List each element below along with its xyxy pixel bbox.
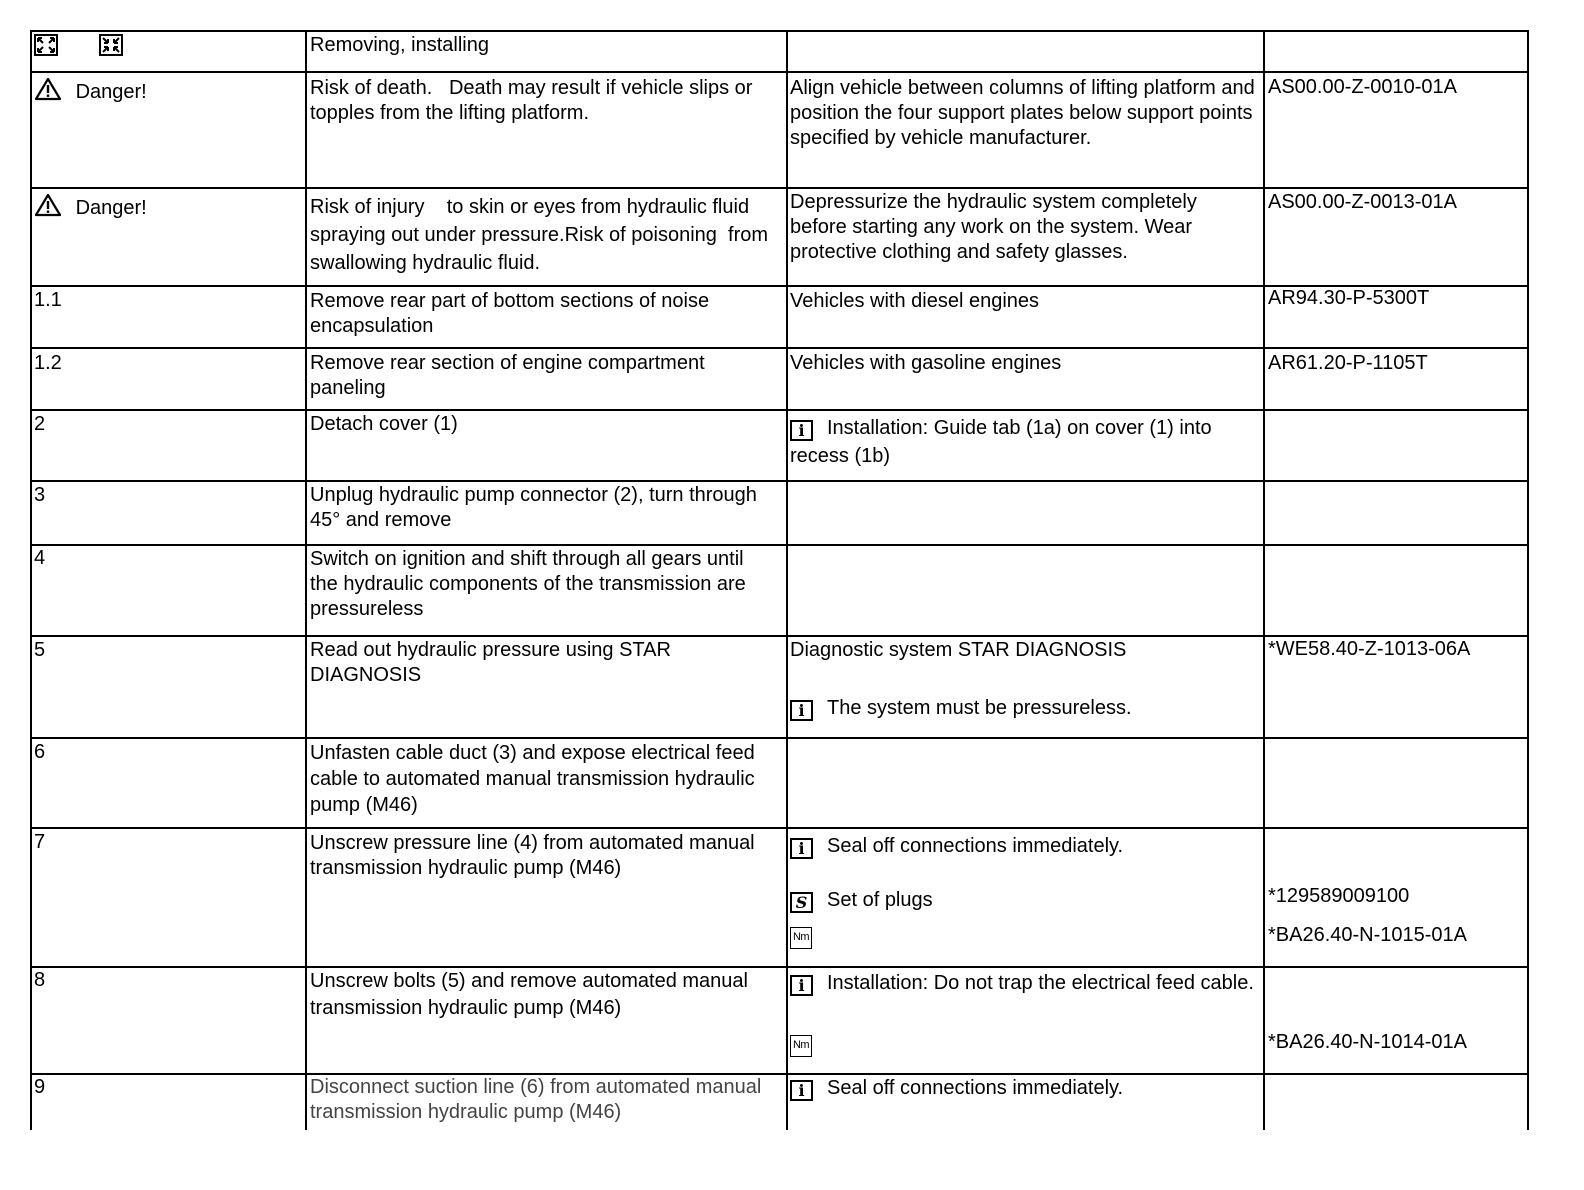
danger-text: Danger! — [75, 81, 147, 103]
torque-nm-icon: Nm — [790, 927, 812, 949]
risk-detail: from swallowing hydraulic fluid. — [310, 224, 769, 274]
special-tool-note — [790, 888, 1255, 913]
step-number: 2 — [34, 413, 46, 435]
header-icons — [34, 34, 289, 63]
danger-text: Danger! — [75, 197, 147, 219]
reference-link[interactable]: AS00.00-Z-0010-01A — [1268, 76, 1458, 98]
warning-triangle-icon — [34, 77, 62, 108]
torque-reference-link[interactable]: *BA26.40-N-1015-01A — [1268, 924, 1468, 946]
step-text: Unscrew pressure line (4) from automated manual transmission hydraulic pump (M46) — [310, 832, 755, 879]
special-tool-icon: S — [790, 892, 813, 913]
step-number: 8 — [34, 969, 46, 991]
row-line — [30, 737, 1528, 739]
info-icon: i — [790, 838, 813, 859]
column-divider-3 — [1263, 30, 1265, 1130]
expand-view-icon[interactable] — [34, 34, 58, 63]
step-number: 1.2 — [34, 352, 62, 374]
note-text: Installation: Do not trap the electrical feed cable. — [827, 972, 1254, 994]
risk-description — [310, 193, 770, 277]
instruction-note: Diagnostic system STAR DIAGNOSIS — [790, 639, 1127, 661]
torque-nm-icon: Nm — [790, 1035, 812, 1057]
step-text: Disconnect suction line (6) from automated manual transmission hydraulic pump (M46) — [310, 1076, 762, 1123]
torque-reference-link[interactable]: *BA26.40-N-1014-01A — [1268, 1031, 1468, 1053]
risk-detail: Death may result if vehicle slips or topples from the lifting platform. — [310, 77, 753, 124]
instruction-note — [790, 414, 1255, 470]
instruction-note: Depressurize the hydraulic system completely before starting any work on the system. Wear protective clothing and safety glasses. — [790, 191, 1197, 263]
warning-triangle-icon — [34, 193, 62, 224]
risk-title: Risk of death. — [310, 77, 433, 99]
instruction-note: Vehicles with diesel engines — [790, 290, 1040, 312]
step-text: Read out hydraulic pressure using STAR DIAGNOSIS — [310, 639, 671, 686]
step-text: Remove rear part of bottom sections of noise encapsulation — [310, 290, 710, 337]
info-icon: i — [790, 975, 813, 996]
step-text: Remove rear section of engine compartment paneling — [310, 352, 705, 399]
step-text: Switch on ignition and shift through all gears until the hydraulic components of the transmission are pressureless — [310, 548, 746, 620]
instruction-note: Vehicles with gasoline engines — [790, 352, 1062, 374]
note-text: Installation: Guide tab (1a) on cover (1) into recess (1b) — [790, 417, 1212, 467]
risk-title: Risk of injury — [310, 196, 425, 218]
step-text: Unscrew bolts (5) and remove automated manual transmission hydraulic pump (M46) — [310, 970, 748, 1019]
danger-label — [34, 77, 289, 108]
instruction-note-secondary — [790, 696, 1255, 721]
step-number: 5 — [34, 639, 46, 661]
danger-label — [34, 193, 289, 224]
row-line — [30, 827, 1528, 829]
info-icon: i — [790, 700, 813, 721]
instruction-note — [790, 834, 1255, 859]
step-number: 3 — [34, 484, 46, 506]
row-line — [30, 480, 1528, 482]
info-icon: i — [790, 420, 813, 441]
risk-detail: to skin or eyes from hydraulic fluid spraying out under pressure.Risk of poisoning — [310, 196, 750, 246]
info-icon: i — [790, 1080, 813, 1101]
row-line — [30, 187, 1528, 189]
step-number: 7 — [34, 831, 46, 853]
row-line — [30, 347, 1528, 349]
step-text: Unfasten cable duct (3) and expose electrical feed cable to automated manual transmission hydraulic pump (M46) — [310, 742, 755, 816]
note-text: Seal off connections immediately. — [827, 1077, 1124, 1099]
header-title: Removing, installing — [310, 34, 489, 56]
table-border-left — [30, 30, 32, 1130]
column-divider-2 — [786, 30, 788, 1130]
row-line — [30, 71, 1528, 73]
note-text: The system must be pressureless. — [827, 697, 1132, 719]
row-line-top — [30, 30, 1528, 32]
step-number: 4 — [34, 547, 46, 569]
reference-link[interactable]: AS00.00-Z-0013-01A — [1268, 191, 1458, 213]
reference-link[interactable]: *WE58.40-Z-1013-06A — [1268, 638, 1471, 660]
row-line — [30, 409, 1528, 411]
collapse-view-icon[interactable] — [99, 34, 123, 63]
column-divider-1 — [305, 30, 307, 1130]
note-text: Set of plugs — [827, 889, 933, 911]
reference-link[interactable]: AR94.30-P-5300T — [1268, 287, 1430, 309]
torque-note — [790, 1030, 1255, 1057]
instruction-note — [790, 1076, 1255, 1101]
instruction-note: Align vehicle between columns of lifting platform and position the four support plates below support points specified by vehicle manufacturer. — [790, 77, 1255, 149]
torque-note — [790, 922, 1255, 949]
tool-reference-link[interactable]: *129589009100 — [1268, 885, 1410, 907]
reference-link[interactable]: AR61.20-P-1105T — [1268, 352, 1428, 374]
step-number: 1.1 — [34, 289, 62, 311]
step-number: 6 — [34, 741, 46, 763]
step-number: 9 — [34, 1076, 46, 1098]
instruction-note — [790, 970, 1255, 996]
step-text: Unplug hydraulic pump connector (2), turn through 45° and remove — [310, 484, 757, 531]
step-text: Detach cover (1) — [310, 413, 458, 435]
note-text: Seal off connections immediately. — [827, 835, 1124, 857]
risk-description — [310, 76, 770, 126]
